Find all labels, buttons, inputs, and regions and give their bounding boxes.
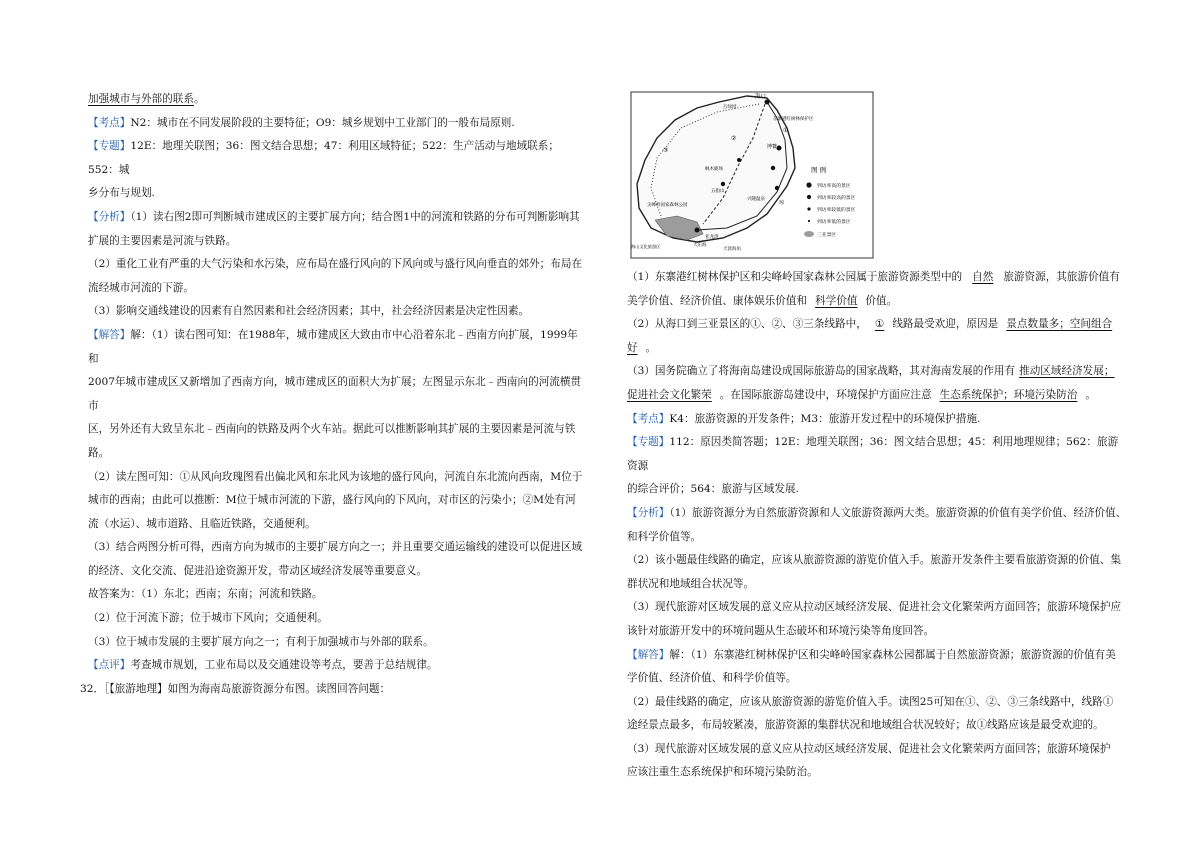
text: （3）国务院确立了将海南岛建设成国际旅游岛的国家战略，其对海南发展的作用有 xyxy=(627,365,1016,378)
text-line: （3）现代旅游对区域发展的意义应从拉动区域经济发展、促进社会文化繁荣两方面回答；旅游环境保护应 xyxy=(627,601,1122,614)
dot-a xyxy=(777,146,782,151)
legend-dot-2 xyxy=(807,195,811,199)
q2-line2 xyxy=(627,337,1127,361)
text: 旅游资源，其旅游价值有 xyxy=(1003,271,1120,283)
text-line: 流经城市河流的下游。 xyxy=(88,281,194,294)
text: 美学价值、经济价值、康体娱乐价值和 xyxy=(627,294,808,307)
left-column xyxy=(80,88,588,701)
text-line: 乡分布与规划. xyxy=(88,187,155,200)
punct: 。 xyxy=(193,93,205,105)
jieda-text: 解：（1）读右图可知：在1988年，城市建成区大致由市中心沿着东北﹣西南方向扩展，1999年和 xyxy=(88,328,578,365)
fenxi-para xyxy=(627,502,1127,526)
text-line: 城市的西南；由此可以推断：M位于城市河流的下游，盛行风向的下风向，对市区的污染小；②M处有河 xyxy=(88,494,576,507)
dot-b xyxy=(771,166,775,170)
legend-item-4: 到访率低的景区 xyxy=(817,220,851,225)
zhuanti-text: 112：原因类简答题；12E：地理关联图；36：图文结合思想；45：利用地理规律；562：旅游资源 xyxy=(627,436,1119,472)
label-fengmu: 枫木鹿场 xyxy=(705,167,723,172)
text: 。 xyxy=(1085,388,1096,401)
zhuanti-para xyxy=(88,135,588,182)
legend-item-5: 三亚景区 xyxy=(817,233,837,238)
zhuanti-tag: 【专题】 xyxy=(88,140,131,153)
label-xinglong: 兴隆温泉 xyxy=(747,197,765,202)
kaodian-para xyxy=(627,408,1127,432)
text-line: 学价值、经济价值、和科学价值等。 xyxy=(627,672,797,685)
q1-line2 xyxy=(627,290,1127,314)
answer-line xyxy=(88,88,588,112)
answer-blank: 自然 xyxy=(972,271,994,283)
text-line: 流（水运）、城市道路、且临近铁路，交通便利。 xyxy=(88,517,316,530)
kaodian-text: N2：城市在不同发展阶段的主要特征；O9：城乡规划中工业部门的一般布局原则. xyxy=(130,116,515,129)
text-line: 应该注重生态系统保护和环境污染防治。 xyxy=(627,766,818,779)
label-dadonghai: 大东海 xyxy=(693,243,707,248)
label-bo: 博鳌 xyxy=(767,144,778,150)
kaodian-tag: 【考点】 xyxy=(627,412,670,425)
dot-haikou xyxy=(765,100,770,105)
label-tianya: 天涯海角 xyxy=(723,247,741,252)
jieda-text: 解：（1）东寨港红树林保护区和尖峰岭国家森林公园都属于自然旅游资源；旅游资源的价值有美 xyxy=(669,648,1116,661)
zhuanti-text: 12E：地理关联图；36：图文结合思想；47：利用区域特征；522：生产活动与地域联系；552：城 xyxy=(88,140,559,176)
answer-blank: ① xyxy=(874,318,885,331)
label-jianfeng: 尖峰岭国家森林公园 xyxy=(647,203,688,208)
hainan-map xyxy=(627,88,877,260)
jieda-tag: 【解答】 xyxy=(627,648,670,661)
text-line: 的综合评价；564：旅游与区域发展. xyxy=(627,483,799,496)
q2-line1 xyxy=(627,313,1127,337)
route-label-3: ③ xyxy=(663,147,669,154)
dot-sanya xyxy=(695,228,700,233)
jieda-para xyxy=(627,644,1127,668)
text-line: （2）重化工业有严重的大气污染和水污染，应布局在盛行风向的下风向或与盛行风向垂直的郊外；布局在 xyxy=(88,258,583,271)
label-nanshan: 海山文化旅游区 xyxy=(631,244,661,249)
legend-item-3: 到访率较低的景区 xyxy=(817,208,856,213)
text-line: 故答案为：（1）东北；西南；东南；河流和铁路。 xyxy=(88,588,323,601)
text: 。 xyxy=(645,341,657,354)
route-label-2: ② xyxy=(731,135,737,142)
fenxi-tag: 【分析】 xyxy=(88,210,131,223)
text-line: 2007年城市建成区又新增加了西南方向，城市建成区的面积大为扩展；左图显示东北﹣西南向的河流横贯市 xyxy=(88,376,582,412)
text-line: 的经济、文化交流、促进沿途资源开发，带动区域经济发展等重要意义。 xyxy=(88,564,427,577)
text-line: 群状况和地域组合状况等。 xyxy=(627,577,755,590)
text-line: （3）结合两图分析可得，西南方向为城市的主要扩展方向之一；并且重要交通运输线的建设可以促进区域 xyxy=(88,541,583,554)
label-wanlv: 万绿园 xyxy=(723,105,737,110)
right-column xyxy=(627,266,1127,785)
text-line: （3）影响交通线建设的因素有自然因素和社会经济因素；其中，社会经济因素是决定性因素。 xyxy=(88,305,530,318)
text: （2）从海口到三亚景区的①、②、③三条线路中， xyxy=(627,318,867,331)
answer-blank: 促进社会文化繁荣 xyxy=(627,388,712,401)
fenxi-tag: 【分析】 xyxy=(627,506,670,519)
kaodian-tag: 【考点】 xyxy=(88,116,131,129)
dot-c xyxy=(775,186,779,190)
legend-item-1: 到访率高的景区 xyxy=(817,184,851,189)
label-yalong: 亚龙湾 xyxy=(705,235,719,240)
label-haikou: 海口 xyxy=(755,94,767,100)
text: 线路最受欢迎，原因是 xyxy=(892,318,999,331)
text: 价值。 xyxy=(865,294,898,307)
q1-line1 xyxy=(627,266,1127,290)
text-line: 路。 xyxy=(88,446,110,459)
answer-blank: 加强城市与外部的联系 xyxy=(88,93,194,105)
legend-dot-4 xyxy=(808,220,810,222)
dot-d xyxy=(721,182,725,186)
dianping-para xyxy=(88,654,588,678)
zhuanti-para xyxy=(627,431,1127,478)
label-dongzhai: 东寨港红树林保护区 xyxy=(773,117,814,122)
text-line: （2）读左图可知：①从风向玫瑰图看出偏北风和东北风为该地的盛行风向，河流自东北流向西南，M位于 xyxy=(88,470,583,483)
answer-blank: 景点数量多；空间组合 xyxy=(1006,318,1113,331)
answer-blank: 科学价值 xyxy=(815,294,858,307)
jieda-para xyxy=(88,324,588,371)
fenxi-para xyxy=(88,206,588,230)
text-line: （2）该小题最佳线路的确定，应该从旅游资源的游览价值入手。旅游开发条件主要看旅游资源的价值、集 xyxy=(627,554,1122,567)
dianping-tag: 【点评】 xyxy=(88,659,131,672)
legend-swatch-sanya xyxy=(804,231,814,237)
text: （1）东寨港红树林保护区和尖峰岭国家森林公园属于旅游资源类型中的 xyxy=(627,271,963,283)
kaodian-text: K4：旅游资源的开发条件；M3：旅游开发过程中的环境保护措施. xyxy=(669,412,981,425)
text-line: （2）最佳线路的确定，应该从旅游资源的游览价值入手。读图25可知在①、②、③三条线路中，线路① xyxy=(627,695,1114,708)
text-line: （2）位于河流下游；位于城市下风向；交通便利。 xyxy=(88,612,328,625)
text-line: 扩展的主要因素是河流与铁路。 xyxy=(88,234,237,247)
route-label-1: ① xyxy=(783,127,789,134)
text: 。在国际旅游岛建设中，环境保护方面应注意 xyxy=(719,388,932,401)
legend-dot-1 xyxy=(806,182,811,187)
q3-line1 xyxy=(627,360,1127,384)
answer-blank: 好 xyxy=(627,341,638,354)
dianping-text: 考查城市规划，工业布局以及交通建设等考点，要善于总结规律。 xyxy=(130,659,438,672)
text-line: 途经景点最多，布局较紧凑，旅游资源的集群状况和地域组合状况较好；故①线路应该是最受欢迎的。 xyxy=(627,719,1104,732)
fenxi-text: （1）读右图2即可判断城市建成区的主要扩展方向；结合图1中的河流和铁路的分布可判断影响其 xyxy=(130,210,580,223)
zhuanti-tag: 【专题】 xyxy=(627,436,670,449)
legend-title: 图 例 xyxy=(811,166,827,174)
dot-e xyxy=(737,158,741,162)
text-line: 和科学价值等。 xyxy=(627,530,702,543)
q3-line2 xyxy=(627,384,1127,408)
text-line: 该针对旅游开发中的环境问题从生态破坏和环境污染等角度回答。 xyxy=(627,624,935,637)
fenxi-text: （1）旅游资源分为自然旅游资源和人文旅游资源两大类。旅游资源的价值有美学价值、经济价值、 xyxy=(669,506,1127,519)
answer-blank: 推动区域经济发展； xyxy=(1019,365,1115,378)
kaodian-para xyxy=(88,112,588,136)
label-qi: 琼 xyxy=(779,200,785,206)
question-32: 32．［【旅游地理】如图为海南岛旅游资源分布图。读图回答问题： xyxy=(80,682,391,695)
legend-dot-3 xyxy=(807,207,810,210)
jieda-tag: 【解答】 xyxy=(88,328,131,341)
text-line: （3）位于城市发展的主要扩展方向之一；有利于加强城市与外部的联系。 xyxy=(88,635,434,648)
label-wuzhishan: 五指山 xyxy=(711,189,725,194)
text-line: 区，另外还有大致呈东北﹣西南向的铁路及两个火车站。据此可以推断影响其扩展的主要因素是河流与铁 xyxy=(88,423,576,436)
answer-blank: 生态系统保护；环境污染防治 xyxy=(939,388,1078,401)
legend-item-2: 到访率较高的景区 xyxy=(817,196,856,201)
text-line: （3）现代旅游对区域发展的意义应从拉动区域经济发展、促进社会文化繁荣两方面回答；旅游环境保护 xyxy=(627,742,1111,755)
